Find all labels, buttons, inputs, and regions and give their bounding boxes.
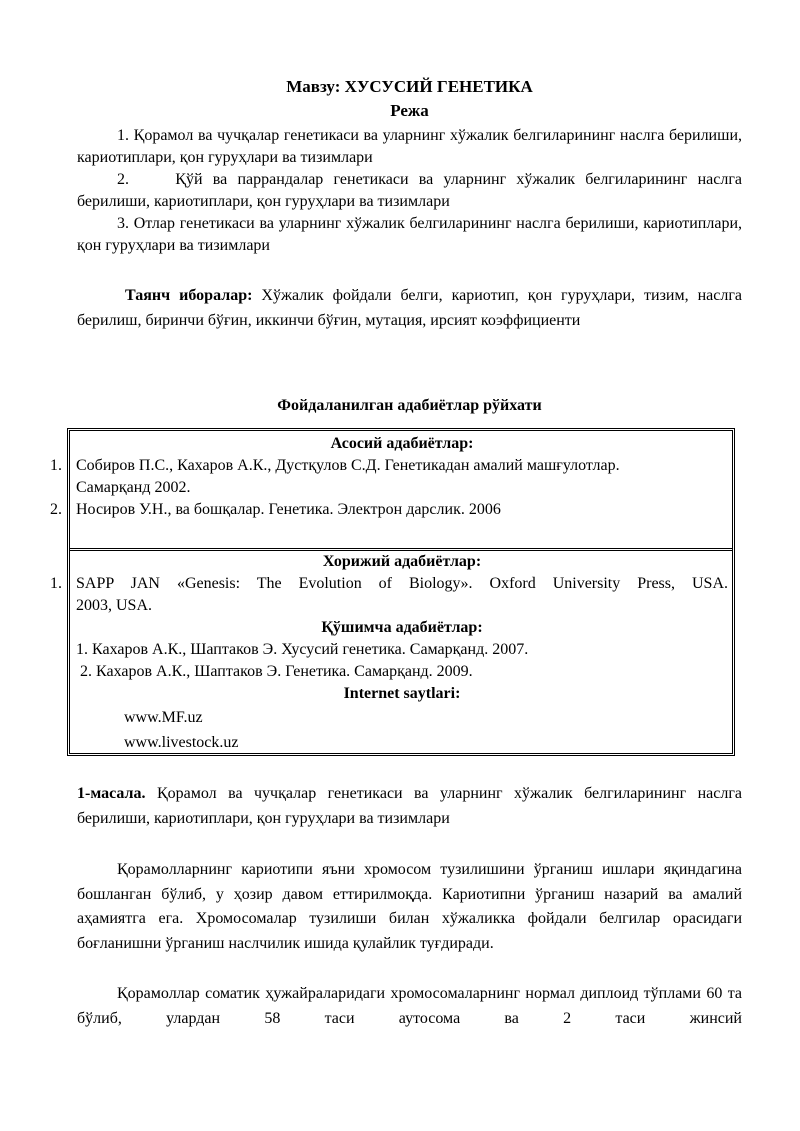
reference-text-line: Собиров П.С., Кахаров А.К., Дустқулов С.Д. Генетикадан амалий машғулотлар. — [76, 457, 620, 474]
task-label: 1-масала. — [77, 785, 146, 802]
extra-reference-2: 2. Кахаров А.К., Шаптаков Э. Генетика. Самарқанд. 2009. — [76, 663, 473, 680]
plan-text: Отлар генетикаси ва уларнинг хўжалик белгиларининг наслга берилиши, кариотиплари, қон гуруҳлари ва тизимлари — [77, 215, 743, 254]
plan-num: 2. — [117, 171, 129, 188]
main-references-heading: Асосий адабиётлар: — [330, 435, 474, 452]
reference-item — [50, 455, 728, 499]
body-paragraph-2: Қорамоллар соматик ҳужайраларидаги хромосомаларнинг нормал диплоид тўплами 60 та бўлиб, улардан 58 таси аутосома ва 2 таси жинсий — [77, 985, 742, 1027]
website-link[interactable]: www.MF.uz — [124, 709, 203, 726]
keywords-text: Хўжалик фойдали белги, кариотип, қон гуруҳлари, тизим, наслга берилиш, биринчи бўғин, иккинчи бўғин, мутация, ирсият коэффициенти — [77, 287, 742, 329]
body-paragraph-1: Қорамолларнинг кариотипи яъни хромосом тузилишини ўрганиш ишлари яқиндагина бошланган бўлиб, у ҳозир давом еттирилмоқда. Кариотипни ўрганиш назарий ва амалий аҳамиятга ега. Хромосомалар тузилиши билан хўжаликка фойдали белгилар орасидаги боғланишни ўрганиш наслчилик ишида қулайлик туғдиради. — [77, 861, 742, 952]
reference-text-line: SAPP JAN «Genesis: The Evolution of Biology». Oxford University Press, USA. — [76, 575, 728, 592]
plan-item-2 — [77, 169, 742, 213]
extra-references-heading: Қўшимча адабиётлар: — [321, 619, 483, 636]
reference-number: 2. — [50, 501, 62, 518]
reference-text-line: Носиров У.Н., ва бошқалар. Генетика. Электрон дарслик. 2006 — [76, 501, 501, 518]
task-text: Қорамол ва чучқалар генетикаси ва уларнинг хўжалик белгиларининг наслга берилиши, кариотиплари, қон гуруҳлари ва тизимлари — [77, 785, 742, 827]
reference-number: 1. — [50, 575, 62, 592]
task-paragraph — [77, 782, 742, 831]
keywords-label: Таянч иборалар: — [125, 287, 253, 304]
plan-item-3 — [77, 213, 742, 257]
plan-item-1 — [77, 125, 742, 169]
plan-text: Қўй ва паррандалар генетикаси ва уларнинг хўжалик белгиларининг наслга берилиши, кариотиплари, қон гуруҳлари ва тизимлари — [77, 171, 743, 210]
reference-item — [50, 499, 728, 521]
reference-text-line: Самарқанд 2002. — [76, 479, 191, 496]
plan-heading: Режа — [390, 101, 429, 120]
foreign-references-heading: Хорижий адабиётлар: — [322, 553, 482, 570]
references-table — [50, 428, 735, 756]
reference-number: 1. — [50, 457, 62, 474]
plan-num: 1. — [117, 127, 129, 144]
extra-reference-1: 1. Кахаров А.К., Шаптаков Э. Хусусий генетика. Самарқанд. 2007. — [76, 641, 529, 658]
document-page — [77, 74, 742, 417]
keywords-paragraph — [77, 284, 742, 333]
internet-heading: Internet saytlari: — [343, 685, 461, 702]
references-other-section — [50, 551, 728, 755]
references-main-section — [50, 433, 728, 521]
website-link[interactable]: www.livestock.uz — [124, 734, 239, 751]
reference-item — [50, 573, 728, 617]
reference-text-line: 2003, USA. — [76, 597, 153, 614]
plan-num: 3. — [117, 215, 129, 232]
plan-text: Қорамол ва чучқалар генетикаси ва уларнинг хўжалик белгиларининг наслга берилиши, кариотиплари, қон гуруҳлари ва тизимлари — [77, 127, 743, 166]
references-title: Фойдаланилган адабиётлар рўйхати — [277, 397, 542, 414]
page-title: Мавзу: ХУСУСИЙ ГЕНЕТИКА — [286, 77, 533, 96]
